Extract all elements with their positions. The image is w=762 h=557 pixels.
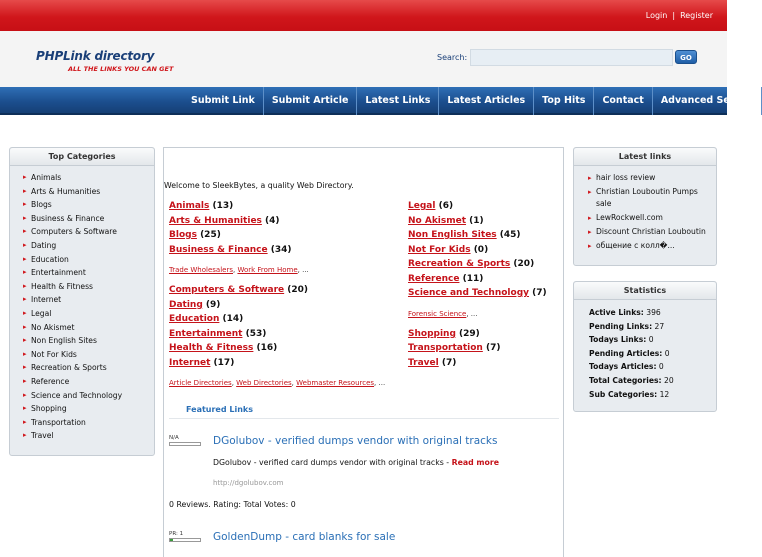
category-count: (7): [529, 288, 547, 298]
search-label: Search:: [437, 53, 468, 62]
category-link[interactable]: Computers & Software: [169, 285, 285, 295]
sidebar-item-travel[interactable]: ▸ Travel: [23, 429, 154, 443]
sidebar-item-not-for-kids[interactable]: ▸ Not For Kids: [23, 348, 154, 362]
subcategory-link[interactable]: Web Directories: [236, 379, 292, 387]
category-link[interactable]: Non English Sites: [408, 230, 497, 240]
stat-label: Pending Links:: [589, 321, 653, 331]
category-count: (34): [267, 244, 292, 255]
sidebar-item-entertainment[interactable]: ▸ Entertainment: [23, 266, 154, 280]
stat-value: 0: [664, 348, 670, 358]
sidebar-item-legal[interactable]: ▸ Legal: [23, 307, 154, 321]
latest-link-item[interactable]: ▸ Discount Christian Louboutin: [588, 226, 710, 238]
category-item[interactable]: [408, 199, 547, 214]
category-column-left: [169, 199, 385, 396]
stat-row: [589, 360, 716, 374]
user-links: [646, 11, 713, 20]
category-count: (11): [459, 273, 484, 284]
featured-link-desc-text: DGolubov - verified card dumps vendor with original tracks -: [213, 458, 452, 467]
sidebar-item-reference[interactable]: ▸ Reference: [23, 375, 154, 389]
sidebar-item-recreation[interactable]: ▸ Recreation & Sports: [23, 361, 154, 375]
category-item[interactable]: [169, 298, 385, 313]
search-input[interactable]: [470, 49, 673, 66]
subcategory-line: [408, 306, 547, 322]
category-count: (9): [202, 299, 221, 310]
category-link[interactable]: Shopping: [408, 328, 456, 339]
header: [0, 31, 727, 87]
latest-links-title: Latest links: [574, 148, 716, 166]
featured-link-reviews: 0 Reviews. Rating: Total Votes: 0: [169, 500, 296, 509]
stat-label: Todays Articles:: [589, 362, 657, 372]
subcategory-more: , ...: [466, 309, 478, 318]
stat-value: 12: [659, 389, 670, 399]
category-item[interactable]: [408, 327, 547, 342]
category-link[interactable]: Travel: [408, 357, 439, 368]
category-link[interactable]: Arts & Humanities: [169, 215, 262, 226]
nav-top-hits[interactable]: Top Hits: [534, 87, 594, 115]
nav-advanced-search[interactable]: Advanced Search: [653, 87, 762, 115]
category-count: (16): [253, 343, 278, 353]
stat-label: Total Categories:: [589, 375, 662, 385]
latest-links-box: [573, 147, 717, 266]
stat-row: [589, 374, 716, 388]
category-link[interactable]: Health & Fitness: [169, 343, 254, 353]
latest-link-item[interactable]: ▸ общение с колл�...: [588, 240, 710, 252]
category-column-right: [408, 199, 547, 370]
featured-link-title[interactable]: GoldenDump - card blanks for sale: [213, 531, 396, 543]
category-count: (25): [196, 230, 221, 240]
pagerank-meter: [169, 435, 201, 446]
sidebar-item-arts[interactable]: ▸ Arts & Humanities: [23, 185, 154, 199]
category-item[interactable]: [408, 228, 547, 243]
sidebar-item-science[interactable]: ▸ Science and Technology: [23, 389, 154, 403]
subcategory-separator: ,: [291, 379, 297, 387]
stat-label: Active Links:: [589, 308, 644, 317]
sidebar-item-health[interactable]: ▸ Health & Fitness: [23, 280, 154, 294]
pagerank-label: N/A: [169, 435, 179, 441]
stat-row: [589, 320, 716, 334]
top-categories-title: Top Categories: [10, 148, 154, 166]
subcategory-separator: ,: [233, 266, 238, 274]
featured-divider: [169, 418, 559, 419]
nav-submit-article[interactable]: Submit Article: [264, 87, 358, 115]
stat-label: Pending Articles:: [589, 348, 663, 358]
category-count: (20): [510, 259, 535, 269]
sidebar-item-blogs[interactable]: ▸ Blogs: [23, 198, 154, 212]
subcategory-line: [169, 375, 385, 391]
category-count: (13): [209, 201, 234, 211]
category-item[interactable]: [408, 272, 547, 287]
stat-value: 0: [648, 335, 654, 345]
top-bar: [0, 0, 727, 31]
category-item[interactable]: [169, 312, 385, 327]
category-count: (53): [242, 328, 267, 339]
category-item[interactable]: [169, 228, 385, 243]
pagerank-bar: [169, 442, 201, 446]
login-link[interactable]: Login: [645, 11, 668, 20]
stat-value: 396: [646, 308, 661, 317]
stat-value: 0: [658, 362, 664, 372]
category-link[interactable]: Reference: [408, 273, 460, 284]
sidebar-item-education[interactable]: ▸ Education: [23, 253, 154, 267]
sidebar-item-internet[interactable]: ▸ Internet: [23, 293, 154, 307]
statistics-title: Statistics: [574, 282, 716, 300]
category-count: (0): [470, 244, 489, 255]
site-tagline: ALL THE LINKS YOU CAN GET: [68, 65, 174, 73]
category-link[interactable]: Internet: [169, 357, 211, 368]
sidebar-item-dating[interactable]: ▸ Dating: [23, 239, 154, 253]
nav-contact[interactable]: Contact: [594, 87, 652, 115]
subcategory-more: , ...: [297, 266, 309, 274]
featured-link-url[interactable]: http://dgolubov.com: [213, 479, 284, 487]
category-count: (7): [438, 357, 457, 368]
nav-submit-link[interactable]: Submit Link: [183, 87, 264, 115]
pagerank-fill: [170, 539, 173, 541]
category-link[interactable]: No Akismet: [408, 215, 467, 226]
sidebar-item-animals[interactable]: ▸ Animals: [23, 171, 154, 185]
latest-link-item[interactable]: ▸ LewRockwell.com: [588, 212, 710, 224]
stat-value: 27: [654, 321, 665, 331]
stat-label: Sub Categories:: [589, 389, 658, 399]
subcategory-link[interactable]: Work From Home: [237, 266, 298, 274]
subcategory-link[interactable]: Trade Wholesalers: [169, 266, 233, 274]
category-count: (4): [261, 215, 280, 226]
register-link[interactable]: Register: [680, 11, 713, 20]
category-count: (6): [435, 201, 454, 211]
category-item[interactable]: [169, 243, 385, 258]
category-item[interactable]: [169, 214, 385, 229]
top-categories-list: [10, 166, 154, 443]
category-link[interactable]: Science and Technology: [408, 288, 529, 298]
latest-links-list: [574, 166, 716, 252]
category-link[interactable]: Legal: [408, 201, 436, 211]
sidebar-item-shopping[interactable]: ▸ Shopping: [23, 402, 154, 416]
category-count: (20): [284, 285, 309, 295]
sidebar-item-business[interactable]: ▸ Business & Finance: [23, 212, 154, 226]
category-count: (45): [496, 230, 521, 240]
category-item[interactable]: [408, 257, 547, 272]
category-item[interactable]: [408, 214, 547, 229]
stat-row: [589, 306, 716, 320]
featured-links-title: Featured Links: [186, 405, 253, 414]
category-link[interactable]: Entertainment: [169, 328, 243, 339]
category-item[interactable]: [408, 341, 547, 356]
category-count: (1): [466, 215, 484, 226]
category-link[interactable]: Education: [169, 314, 220, 324]
subcategory-link[interactable]: Webmaster Resources: [296, 379, 375, 387]
category-count: (29): [455, 328, 480, 339]
site-logo[interactable]: [36, 49, 174, 73]
category-item[interactable]: [408, 243, 547, 258]
category-link[interactable]: Business & Finance: [169, 244, 268, 255]
featured-link-title[interactable]: DGolubov - verified dumps vendor with original tracks: [213, 435, 498, 447]
welcome-text: Welcome to SleekBytes, a quality Web Directory.: [164, 181, 354, 190]
latest-link-item[interactable]: ▸ Christian Louboutin Pumps sale: [588, 186, 710, 210]
nav-latest-links[interactable]: Latest Links: [357, 87, 439, 115]
category-item[interactable]: [169, 356, 385, 371]
latest-link-item[interactable]: ▸ hair loss review: [588, 172, 710, 184]
category-link[interactable]: Not For Kids: [408, 244, 471, 255]
category-count: (14): [219, 314, 244, 324]
stat-row: [589, 347, 716, 361]
category-item[interactable]: [169, 341, 385, 356]
stat-row: [589, 333, 716, 347]
subcategory-separator: ,: [231, 379, 237, 387]
subcategory-link[interactable]: Article Directories: [169, 379, 232, 387]
category-link[interactable]: Dating: [169, 299, 203, 310]
search-go-button[interactable]: GO: [675, 50, 697, 64]
category-item[interactable]: [169, 199, 385, 214]
sidebar-item-transportation[interactable]: ▸ Transportation: [23, 416, 154, 430]
featured-link-description: [213, 458, 499, 467]
sidebar-item-computers[interactable]: ▸ Computers & Software: [23, 225, 154, 239]
category-item[interactable]: [408, 286, 547, 301]
category-count: (7): [482, 343, 501, 353]
sidebar-item-no-akismet[interactable]: ▸ No Akismet: [23, 321, 154, 335]
category-item[interactable]: [169, 327, 385, 342]
top-categories-box: [9, 147, 155, 456]
read-more-link[interactable]: Read more: [451, 458, 500, 467]
statistics-box: [573, 281, 717, 412]
category-link[interactable]: Transportation: [408, 343, 483, 353]
nav-latest-articles[interactable]: Latest Articles: [439, 87, 534, 115]
category-link[interactable]: Recreation & Sports: [408, 259, 511, 269]
category-count: (17): [210, 357, 235, 368]
main-content: [163, 147, 564, 557]
category-item[interactable]: [408, 356, 547, 371]
pagerank-meter: [169, 531, 201, 542]
subcategory-more: , ...: [374, 379, 386, 387]
category-link[interactable]: Animals: [169, 201, 210, 211]
site-name: PHPLink directory: [36, 49, 155, 63]
subcategory-line: [169, 262, 385, 278]
main-nav: [0, 87, 754, 115]
category-item[interactable]: [169, 283, 385, 298]
subcategory-link[interactable]: Forensic Science: [408, 309, 467, 318]
stat-value: 20: [664, 375, 674, 385]
pagerank-label: PR: 1: [169, 531, 184, 537]
stat-label: Todays Links:: [589, 335, 647, 345]
stat-row: [589, 388, 716, 402]
sidebar-item-non-english[interactable]: ▸ Non English Sites: [23, 334, 154, 348]
statistics-list: [574, 300, 716, 401]
category-link[interactable]: Blogs: [169, 230, 197, 240]
pagerank-bar: [169, 538, 201, 542]
separator: |: [672, 11, 676, 20]
